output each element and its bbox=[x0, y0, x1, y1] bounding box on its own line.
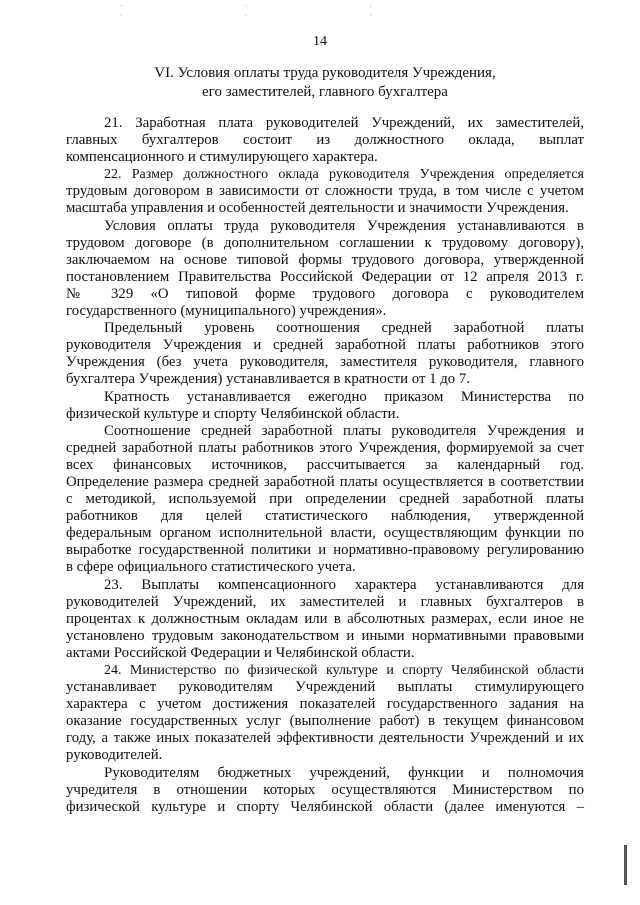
paragraph-conditions bbox=[66, 218, 584, 321]
section-heading-line-2: его заместителей, главного бухгалтера bbox=[202, 84, 448, 100]
text-line: средней заработной платы работников этого Учреждения, формируемой за счет bbox=[66, 439, 584, 456]
text-line: заключаемом на основе типовой формы трудового договора, утвержденной bbox=[66, 251, 584, 268]
text-line: Определение размера средней заработной платы осуществляется в соответствии bbox=[66, 473, 584, 490]
paragraph-multiplicity bbox=[66, 389, 584, 423]
text-line: руководителей. bbox=[66, 747, 163, 764]
text-line: 23. Выплаты компенсационного характера устанавливаются для bbox=[104, 576, 584, 593]
text-line: установлено трудовым законодательством и иными нормативными правовыми bbox=[66, 627, 584, 644]
text-line: Учреждения (без учета руководителя, заместителя руководителя, главного bbox=[66, 354, 584, 371]
text-line: выработке государственной политики и нормативно-правовому регулированию bbox=[66, 542, 584, 559]
text-line: характера с учетом достижения показателей государственного задания на bbox=[66, 696, 584, 713]
text-line: физической культуре и спорту Челябинской области (далее именуются – bbox=[66, 798, 584, 815]
text-line: руководителя Учреждения и средней заработной платы работников этого bbox=[66, 337, 584, 354]
text-line: устанавливает руководителям Учреждений выплаты стимулирующего bbox=[66, 679, 584, 696]
text-line: трудовым договором в зависимости от сложности труда, в том числе с учетом bbox=[66, 183, 584, 200]
section-heading-line-1: VI. Условия оплаты труда руководителя Учреждения, bbox=[154, 65, 496, 81]
paragraph-23 bbox=[66, 577, 584, 662]
text-line: году, а также иных показателей эффективности деятельности Учреждений и их bbox=[66, 730, 584, 747]
text-line: Руководителям бюджетных учреждений, функции и полномочия bbox=[104, 764, 584, 781]
text-line: масштаба управления и особенностей деятельности и значимости Учреждения. bbox=[66, 200, 569, 217]
page-number: 14 bbox=[313, 34, 327, 49]
text-line: трудовом договоре (в дополнительном соглашении к трудовому договору), bbox=[66, 234, 584, 251]
text-line: 22. Размер должностного оклада руководителя Учреждения определяется bbox=[104, 167, 584, 183]
paragraph-22 bbox=[66, 166, 584, 217]
section-heading bbox=[66, 64, 584, 102]
text-line: компенсационного и стимулирующего характера. bbox=[66, 149, 378, 166]
text-line: оказание государственных услуг (выполнение работ) в текущем финансовом bbox=[66, 713, 584, 730]
text-line: бухгалтера Учреждения) устанавливается в кратности от 1 до 7. bbox=[66, 371, 470, 388]
paragraph-ratio-limit bbox=[66, 320, 584, 388]
text-line: руководителей Учреждений, их заместителей и главных бухгалтеров в bbox=[66, 593, 584, 610]
text-line: главных бухгалтеров состоит из должностного оклада, выплат bbox=[66, 132, 584, 149]
text-line: № 329 «О типовой форме трудового договора с руководителем bbox=[66, 285, 584, 302]
text-line: работников для целей статистического наблюдения, утвержденной bbox=[66, 508, 584, 525]
scan-margin-marks: · · · · · · bbox=[120, 2, 432, 20]
text-line: процентах к должностным окладам или в абсолютных размерах, если иное не bbox=[66, 610, 584, 627]
document-body bbox=[66, 115, 584, 816]
scan-edge-mark bbox=[624, 845, 627, 885]
text-line: всех финансовых источников, рассчитывается за календарный год. bbox=[66, 456, 584, 473]
text-line: государственного (муниципального) учреждения». bbox=[66, 303, 387, 320]
text-line: Кратность устанавливается ежегодно приказом Министерства по bbox=[104, 388, 584, 405]
text-line: физической культуре и спорту Челябинской области. bbox=[66, 405, 400, 422]
text-line: Предельный уровень соотношения средней заработной платы bbox=[104, 320, 584, 337]
text-line: 21. Заработная плата руководителей Учреждений, их заместителей, bbox=[104, 115, 584, 131]
paragraph-salary-ratio bbox=[66, 423, 584, 577]
paragraph-24 bbox=[66, 662, 584, 765]
text-line: в сфере официального статистического учета. bbox=[66, 559, 356, 576]
text-line: федеральным органом исполнительной власти, осуществляющим функции по bbox=[66, 525, 584, 542]
text-line: учредителя в отношении которых осуществляются Министерством по bbox=[66, 781, 584, 798]
text-line: актами Российской Федерации и Челябинской области. bbox=[66, 644, 415, 661]
text-line: Условия оплаты труда руководителя Учреждения устанавливаются в bbox=[104, 217, 584, 234]
paragraph-budget-institutions bbox=[66, 765, 584, 816]
text-line: 24. Министерство по физической культуре и спорту Челябинской области bbox=[104, 663, 584, 678]
text-line: Соотношение средней заработной платы руководителя Учреждения и bbox=[104, 422, 584, 439]
text-line: постановлением Правительства Российской Федерации от 12 апреля 2013 г. bbox=[66, 268, 584, 285]
text-line: с методикой, используемой при определении средней заработной платы bbox=[66, 491, 584, 508]
paragraph-21 bbox=[66, 115, 584, 166]
